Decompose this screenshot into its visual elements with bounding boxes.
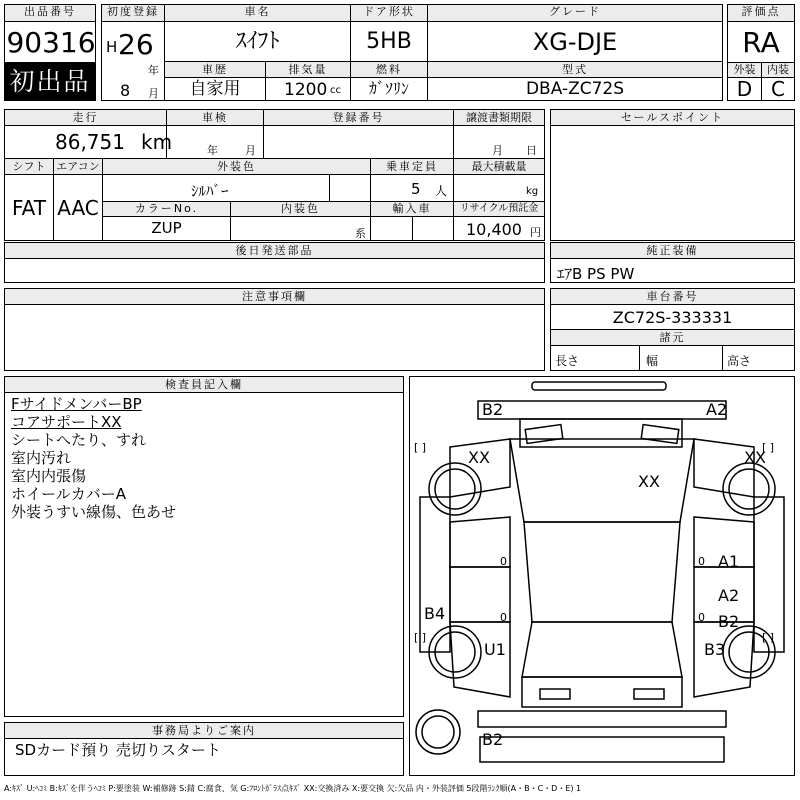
mark-roof: XX	[638, 472, 660, 491]
capacity-header: 乗車定員	[370, 158, 454, 175]
max-load-unit: kg	[526, 186, 539, 197]
car-diagram-frame	[409, 376, 795, 776]
door-header: ドア形状	[350, 4, 428, 22]
bracket-left-rear: [ ]	[414, 631, 427, 644]
recycle-unit: 円	[530, 226, 541, 239]
taillight-left-shape	[540, 689, 570, 699]
import-header: 輸入車	[370, 201, 454, 217]
fuel-header: 燃料	[350, 61, 428, 78]
zero-1: 0	[500, 555, 507, 568]
mark-right-side-1: A1	[718, 552, 740, 571]
grade-header: グレード	[427, 4, 723, 22]
lot-number-cell	[4, 21, 96, 63]
model-header: 型式	[427, 61, 723, 78]
model: DBA-ZC72S	[427, 77, 723, 101]
inspection-header: 車検	[166, 109, 264, 126]
tire-front-left-inner	[435, 469, 475, 509]
trunk-shape	[522, 677, 682, 707]
recycle-fee: 10,400	[466, 220, 522, 239]
displacement-cell	[265, 77, 351, 101]
width-cell	[639, 345, 723, 371]
displacement-unit: cc	[330, 85, 341, 96]
displacement-header: 排気量	[265, 61, 351, 78]
mark-rear: B2	[482, 730, 504, 749]
tire-front-right-shape	[723, 463, 775, 515]
mileage: 86,751	[55, 130, 125, 154]
inspector-area	[4, 392, 404, 717]
zero-3: 0	[698, 555, 705, 568]
genuine-equip-cell	[550, 258, 795, 283]
car-name: ｽｲﾌﾄ	[164, 21, 351, 62]
height-label: 高さ	[727, 354, 752, 368]
zero-2: 0	[500, 611, 507, 624]
inspector-header: 検査員記入欄	[4, 376, 404, 393]
registration-header: 登録番号	[263, 109, 454, 126]
car-outline	[416, 382, 784, 762]
genuine-equip: ｴｱB PS PW	[557, 265, 635, 283]
inspector-note-6: ホイールカバーA	[11, 485, 126, 503]
first-registration-header: 初度登録	[101, 4, 165, 22]
capacity: 5	[411, 180, 421, 198]
exterior-color-extra	[329, 174, 371, 202]
aircon-header: エアコン	[53, 158, 103, 175]
month-value: 8	[120, 81, 131, 100]
capacity-unit: 人	[435, 184, 448, 198]
max-load-cell	[453, 174, 545, 202]
chassis-header: 車台番号	[550, 288, 795, 305]
office-header: 事務局よりご案内	[4, 722, 404, 739]
inspection-month-unit: 月	[245, 144, 256, 157]
fuel: ｶﾞｿﾘﾝ	[350, 77, 428, 101]
taillight-right-shape	[634, 689, 664, 699]
inspector-note-4: 室内汚れ	[11, 449, 72, 467]
damage-marks	[424, 400, 766, 749]
mileage-unit: km	[141, 130, 173, 154]
import-cell-1	[370, 216, 413, 241]
genuine-equip-header: 純正装備	[550, 242, 795, 259]
capacity-cell	[370, 174, 454, 202]
rear-panel-shape	[478, 711, 726, 727]
later-parts-area	[4, 258, 545, 283]
tire-front-right-inner	[729, 469, 769, 509]
max-load-header: 最大積載量	[453, 158, 545, 175]
exterior-color-header: 外装色	[102, 158, 371, 175]
inspector-note-1: FサイドメンバーBP	[11, 395, 142, 413]
front-bumper-shape	[532, 382, 666, 390]
mileage-cell	[4, 125, 173, 159]
headlight-left-shape	[525, 425, 563, 444]
recycle-header: リサイクル預託金	[453, 201, 545, 217]
dims-header: 諸元	[550, 329, 795, 346]
hood-shape	[520, 419, 682, 447]
front-panel-shape	[478, 401, 726, 419]
lot-number: 90316	[6, 26, 96, 59]
first-registration-cell	[101, 21, 165, 101]
transfer-month-unit: 月	[492, 144, 503, 157]
transfer-day-unit: 日	[526, 144, 537, 157]
sill-left-shape	[420, 497, 450, 652]
year-value: 26	[118, 28, 154, 61]
transfer-deadline-cell	[453, 125, 545, 159]
mark-tire-front-left: XX	[468, 448, 490, 467]
exterior-grade-header: 外装	[727, 62, 762, 78]
later-parts-header: 後日発送部品	[4, 242, 545, 259]
exterior-color-cell	[102, 174, 330, 202]
registration-number	[263, 125, 454, 159]
transfer-deadline-header: 譲渡書類期限	[453, 109, 545, 126]
mark-tire-rear-right: B3	[704, 640, 726, 659]
interior-grade: C	[761, 77, 795, 101]
sill-right-shape	[754, 497, 784, 652]
interior-grade-header: 内装	[761, 62, 795, 78]
lot-number-header: 出品番号	[4, 4, 96, 22]
interior-color-header: 内装色	[230, 201, 371, 217]
inspector-note-5: 室内内張傷	[11, 467, 87, 485]
mileage-header: 走行	[4, 109, 167, 126]
displacement: 1200	[284, 80, 328, 100]
windshield-shape	[510, 439, 694, 522]
aircon: AAC	[53, 174, 103, 241]
interior-color-suffix: 系	[355, 227, 366, 240]
exterior-grade: D	[727, 77, 762, 101]
interior-color-cell	[230, 216, 371, 241]
score: RA	[727, 21, 795, 63]
headlight-right-shape	[641, 425, 679, 444]
mark-front-right: A2	[706, 400, 728, 419]
mark-tire-rear-left: U1	[484, 640, 506, 659]
notes-header: 注意事項欄	[4, 288, 545, 305]
mark-left-rear: B4	[424, 604, 446, 623]
mark-tire-front-right: XX	[744, 448, 766, 467]
roof-shape	[524, 522, 680, 622]
import-cell-2	[412, 216, 454, 241]
legend: A:ｷｽﾞ U:ﾍｺﾐ B:ｷｽﾞを伴うﾍｺﾐ P:要塗装 W:補修跡 S:錆 C:腐食、気 G:ﾌﾛﾝﾄｶﾞﾗｽ点ｷｽﾞ XX:交換済み X:要交換 欠:欠品 内・外装評価 5段階ﾗﾝｸ順(A・B・C・D・E) 1	[4, 784, 582, 793]
era: H	[106, 38, 118, 56]
height-cell	[722, 345, 795, 371]
shift: FAT	[4, 174, 54, 241]
door-type: 5HB	[350, 21, 428, 62]
car-diagram	[410, 377, 794, 775]
bracket-right-rear: [ ]	[762, 631, 775, 644]
inspection-cell	[166, 125, 264, 159]
length-cell	[550, 345, 640, 371]
month-unit: 月	[148, 87, 159, 100]
color-no: ZUP	[102, 216, 231, 241]
first-listing-badge: 初出品	[4, 63, 96, 101]
spare-tire-inner	[422, 716, 454, 748]
color-no-header: カラーNo.	[102, 201, 231, 217]
sales-point-header: セールスポイント	[550, 109, 795, 126]
inspection-year-unit: 年	[207, 144, 218, 157]
length-label: 長さ	[555, 354, 580, 368]
score-header: 評価点	[727, 4, 795, 22]
chassis-number: ZC72S-333331	[550, 304, 795, 330]
bracket-right-front: [ ]	[762, 441, 775, 454]
mark-right-side-2: A2	[718, 586, 740, 605]
office-note: SDカード預り 売切りスタート	[15, 741, 221, 759]
width-label: 幅	[646, 354, 659, 368]
history: 自家用	[164, 77, 266, 101]
inspector-notes	[11, 395, 176, 521]
office-area	[4, 738, 404, 776]
inspector-note-7: 外装うすい線傷、色あせ	[11, 503, 177, 521]
rear-glass-shape	[522, 622, 682, 677]
history-header: 車歴	[164, 61, 266, 78]
year-unit: 年	[148, 64, 159, 77]
bracket-left-front: [ ]	[414, 441, 427, 454]
sales-point-area	[550, 125, 795, 241]
mark-front-left: B2	[482, 400, 504, 419]
inspector-note-2: コアサポートXX	[11, 413, 122, 431]
recycle-cell	[453, 216, 545, 241]
inspector-note-3: シートへたり、すれ	[11, 431, 147, 449]
rear-bumper-shape	[480, 737, 724, 762]
car-name-header: 車名	[164, 4, 351, 22]
notes-area	[4, 304, 545, 371]
zero-4: 0	[698, 611, 705, 624]
tire-front-left-shape	[429, 463, 481, 515]
shift-header: シフト	[4, 158, 54, 175]
mark-right-side-3: B2	[718, 612, 740, 631]
grade: XG-DJE	[427, 21, 723, 62]
exterior-color: ｼﾙﾊﾞｰ	[191, 182, 229, 200]
